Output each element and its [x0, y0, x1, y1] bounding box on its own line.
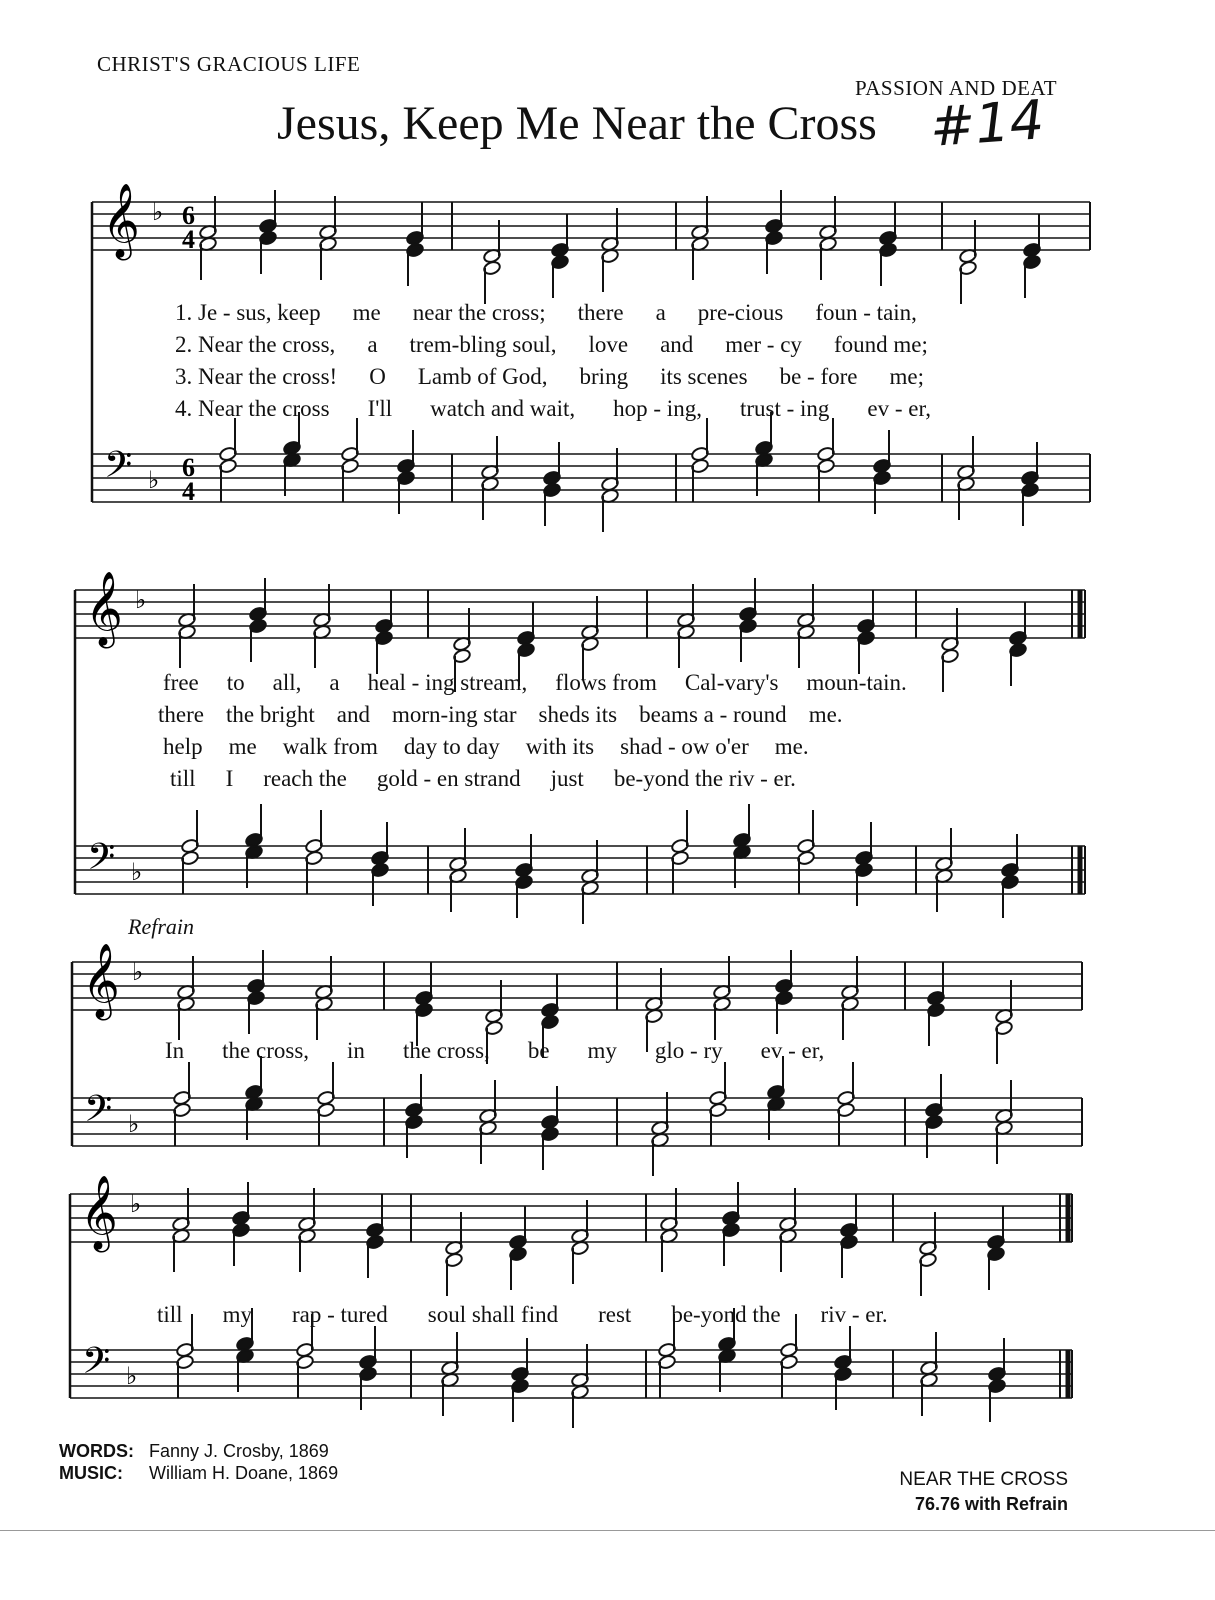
verse-4-line-2 — [170, 766, 826, 792]
lyric-word: my — [222, 1302, 252, 1327]
lyric-word: the cross, — [222, 1038, 310, 1063]
time-signature-bottom: 4 — [182, 225, 195, 254]
words-label: WORDS: — [59, 1441, 134, 1461]
time-signature-top: 6 — [182, 201, 195, 230]
tune-meter: 76.76 with Refrain — [914, 1494, 1068, 1514]
lyric-word: a — [655, 300, 666, 325]
lyric-word: till — [170, 766, 196, 791]
lyric-word: a — [367, 332, 378, 357]
lyric-word: glo - ry — [654, 1038, 723, 1063]
lyric-word: 4. Near the cross — [175, 396, 330, 421]
lyric-word: there — [577, 300, 624, 325]
lyric-word: sheds its — [538, 702, 618, 727]
treble-clef-icon: 𝄞 — [80, 1176, 118, 1250]
music-credit — [59, 1462, 338, 1484]
lyric-word: 1. Je - sus, keep — [175, 300, 321, 325]
lyric-word: found me; — [833, 332, 928, 357]
lyric-word: I — [225, 766, 234, 791]
lyric-word: trem-bling soul, — [409, 332, 557, 357]
lyric-word: in — [347, 1038, 365, 1063]
flat-icon: ♭ — [131, 858, 143, 886]
tune-info — [888, 1468, 1068, 1516]
treble-clef-icon: 𝄞 — [82, 944, 120, 1018]
lyric-word: heal - ing stream, — [367, 670, 528, 695]
lyric-word: In — [165, 1038, 185, 1063]
lyric-word: ev - er, — [760, 1038, 825, 1063]
lyric-word: morn-ing star — [391, 702, 517, 727]
lyric-word: 3. Near the cross! — [175, 364, 338, 389]
credits — [59, 1440, 338, 1484]
lyric-word: hop - ing, — [613, 396, 702, 421]
section-heading-left: CHRIST'S GRACIOUS LIFE — [97, 52, 361, 76]
lyric-word: to — [226, 670, 245, 695]
flat-icon: ♭ — [130, 1190, 142, 1218]
refrain-line-1 — [165, 1038, 862, 1064]
page-divider — [0, 1530, 1215, 1531]
lyric-word: moun-tain. — [806, 670, 907, 695]
time-signature-top: 6 — [182, 453, 195, 482]
lyric-word: me; — [889, 364, 924, 389]
lyric-word: beams a - round — [639, 702, 787, 727]
lyric-word: the cross, — [402, 1038, 490, 1063]
handwritten-hymn-number: #14 — [927, 88, 1047, 159]
lyric-word: there — [158, 702, 204, 727]
lyric-word: all, — [272, 670, 302, 695]
lyric-word: foun - tain, — [815, 300, 917, 325]
lyric-word: soul shall find — [427, 1302, 559, 1327]
lyric-word: me. — [774, 734, 809, 759]
flat-icon: ♭ — [126, 1362, 138, 1390]
lyric-word: flows from — [555, 670, 657, 695]
lyric-word: reach the — [263, 766, 347, 791]
lyric-word: shad - ow o'er — [620, 734, 749, 759]
lyric-word: me — [352, 300, 381, 325]
verse-1-line-1 — [175, 300, 949, 326]
section-heading-right: PASSION AND DEAT — [855, 76, 1058, 100]
flat-icon: ♭ — [132, 958, 144, 986]
lyric-word: rest — [598, 1302, 632, 1327]
lyric-word: I'll — [367, 396, 393, 421]
lyric-word: be-yond the riv - er. — [613, 766, 796, 791]
lyric-word: just — [550, 766, 584, 791]
flat-icon: ♭ — [148, 466, 160, 494]
lyric-word: gold - en strand — [376, 766, 521, 791]
lyric-word: be — [527, 1038, 550, 1063]
lyric-word: watch and wait, — [430, 396, 576, 421]
flat-icon: ♭ — [128, 1110, 140, 1138]
refrain-line-2 — [157, 1302, 928, 1328]
refrain-label: Refrain — [128, 914, 194, 939]
treble-clef-icon: 𝄞 — [85, 572, 123, 646]
lyric-word: ev - er, — [867, 396, 931, 421]
bass-clef-icon: 𝄢 — [104, 444, 133, 495]
lyric-word: trust - ing — [739, 396, 830, 421]
words-credit — [59, 1440, 338, 1462]
lyric-word: riv - er. — [820, 1302, 888, 1327]
lyric-word: with its — [525, 734, 595, 759]
lyric-word: mer - cy — [725, 332, 802, 357]
lyric-word: me — [228, 734, 257, 759]
lyric-word: love — [588, 332, 629, 357]
lyric-word: day to day — [403, 734, 500, 759]
lyric-word: be - fore — [779, 364, 858, 389]
lyric-word: pre-cious — [697, 300, 784, 325]
lyric-word: O — [369, 364, 386, 389]
bass-clef-icon: 𝄢 — [87, 836, 116, 887]
lyric-word: its scenes — [660, 364, 748, 389]
music-label: MUSIC: — [59, 1463, 123, 1483]
hymn-title: Jesus, Keep Me Near the Cross — [277, 97, 877, 150]
words-author: Fanny J. Crosby, 1869 — [149, 1441, 329, 1461]
lyric-word: my — [587, 1038, 617, 1063]
music-composer: William H. Doane, 1869 — [149, 1463, 339, 1483]
lyric-word: walk from — [282, 734, 378, 759]
lyric-word: a — [329, 670, 340, 695]
verse-3-line-1 — [175, 364, 956, 390]
lyric-word: help — [163, 734, 203, 759]
lyric-word: near the cross; — [412, 300, 546, 325]
lyric-word: 2. Near the cross, — [175, 332, 336, 357]
lyric-word: till — [157, 1302, 183, 1327]
lyric-word: free — [163, 670, 199, 695]
verse-1-line-2 — [163, 670, 935, 696]
bass-clef-icon: 𝄢 — [82, 1340, 111, 1391]
verse-2-line-1 — [175, 332, 960, 358]
treble-clef-icon: 𝄞 — [102, 184, 140, 258]
flat-icon: ♭ — [152, 198, 164, 226]
lyric-word: the bright — [225, 702, 315, 727]
tune-name: NEAR THE CROSS — [899, 1469, 1068, 1490]
lyric-word: and — [336, 702, 370, 727]
lyric-word: bring — [579, 364, 629, 389]
lyric-word: be-yond the — [671, 1302, 781, 1327]
time-signature-bottom: 4 — [182, 477, 195, 506]
bass-clef-icon: 𝄢 — [84, 1088, 113, 1139]
lyric-word: rap - tured — [291, 1302, 388, 1327]
lyric-word: Cal-vary's — [684, 670, 779, 695]
lyric-word: and — [660, 332, 694, 357]
verse-2-line-2 — [158, 702, 865, 728]
flat-icon: ♭ — [135, 586, 147, 614]
verse-3-line-2 — [163, 734, 835, 760]
lyric-word: me. — [808, 702, 843, 727]
verse-4-line-1 — [175, 396, 969, 422]
lyric-word: Lamb of God, — [417, 364, 548, 389]
